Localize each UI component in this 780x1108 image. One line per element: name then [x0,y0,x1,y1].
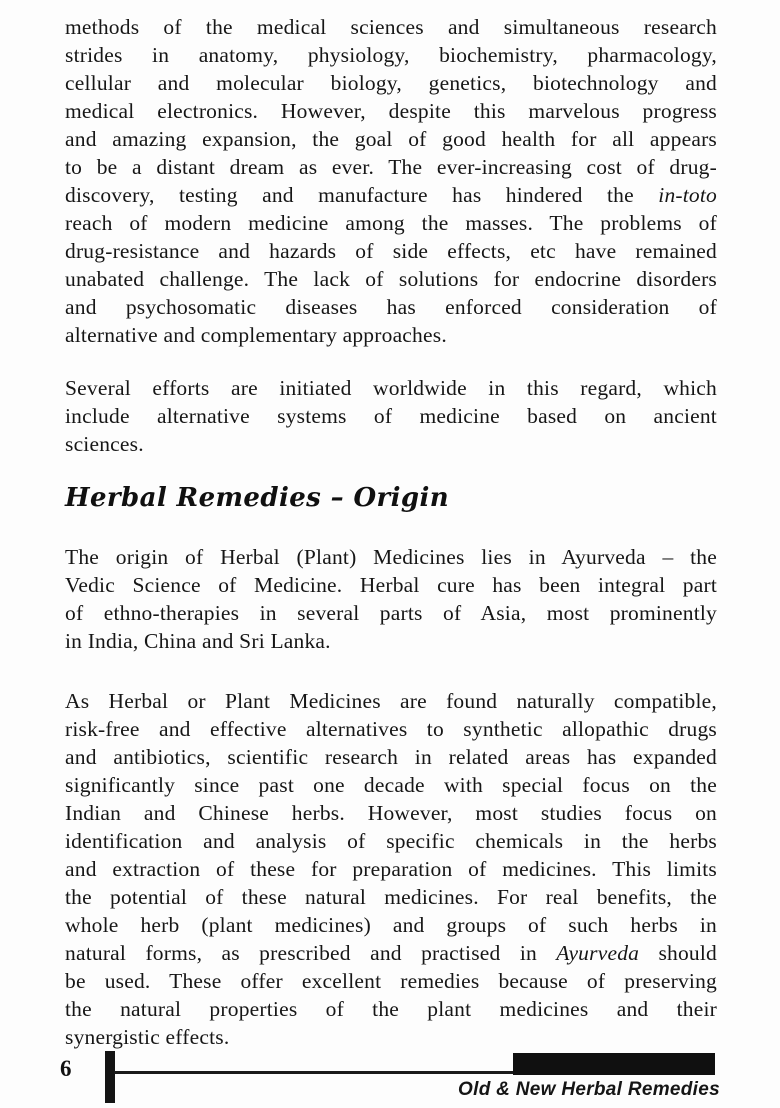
text-line: and antibiotics, scientific research in related areas has expanded [65,745,717,769]
text-line: include alternative systems of medicine based on ancient [65,404,717,428]
text-line: of ethno-therapies in several parts of Asia, most prominently [65,601,717,625]
text-line: alternative and complementary approaches. [65,323,447,347]
paragraph [65,13,717,349]
paragraph [65,543,717,655]
text-line: methods of the medical sciences and simultaneous research [65,15,717,39]
text-line: to be a distant dream as ever. The ever-increasing cost of drug- [65,155,717,179]
text-line: Several efforts are initiated worldwide in this regard, which [65,376,717,400]
text-line: risk-free and effective alternatives to synthetic allopathic drugs [65,717,717,741]
text-line: significantly since past one decade with special focus on the [65,773,717,797]
text-line: and psychosomatic diseases has enforced consideration of [65,295,717,319]
footer-vertical-bar [105,1051,115,1103]
text-line: cellular and molecular biology, genetics, biotechnology and [65,71,717,95]
footer-black-banner [513,1053,715,1075]
text-line: and extraction of these for preparation of medicines. This limits [65,857,717,881]
text-line: whole herb (plant medicines) and groups of such herbs in [65,913,717,937]
text-line: drug-resistance and hazards of side effects, etc have remained [65,239,717,263]
text-line: in India, China and Sri Lanka. [65,629,331,653]
paragraph [65,687,717,1051]
text-line: The origin of Herbal (Plant) Medicines lies in Ayurveda – the [65,545,717,569]
text-line: medical electronics. However, despite this marvelous progress [65,99,717,123]
text-line: As Herbal or Plant Medicines are found naturally compatible, [65,689,717,713]
text-line: the natural properties of the plant medicines and their [65,997,717,1021]
text-line: Vedic Science of Medicine. Herbal cure has been integral part [65,573,717,597]
section-heading: Herbal Remedies – Origin [65,483,450,513]
text-line: be used. These offer excellent remedies because of preserving [65,969,717,993]
page-body [65,13,717,1051]
text-line: sciences. [65,432,144,456]
page-number: 6 [60,1056,72,1081]
text-line: natural forms, as prescribed and practised in Ayurveda should [65,941,717,965]
text-line: Indian and Chinese herbs. However, most studies focus on [65,801,717,825]
text-line: and amazing expansion, the goal of good health for all appears [65,127,717,151]
text-line: reach of modern medicine among the masses. The problems of [65,211,717,235]
text-line: discovery, testing and manufacture has hindered the in-toto [65,183,717,207]
text-line: strides in anatomy, physiology, biochemistry, pharmacology, [65,43,717,67]
text-line: identification and analysis of specific chemicals in the herbs [65,829,717,853]
text-line: unabated challenge. The lack of solutions for endocrine disorders [65,267,717,291]
paragraph [65,374,717,458]
footer-rule-line [114,1071,514,1074]
text-line: the potential of these natural medicines. For real benefits, the [65,885,717,909]
text-line: synergistic effects. [65,1025,230,1049]
running-footer-title: Old & New Herbal Remedies [458,1079,720,1100]
